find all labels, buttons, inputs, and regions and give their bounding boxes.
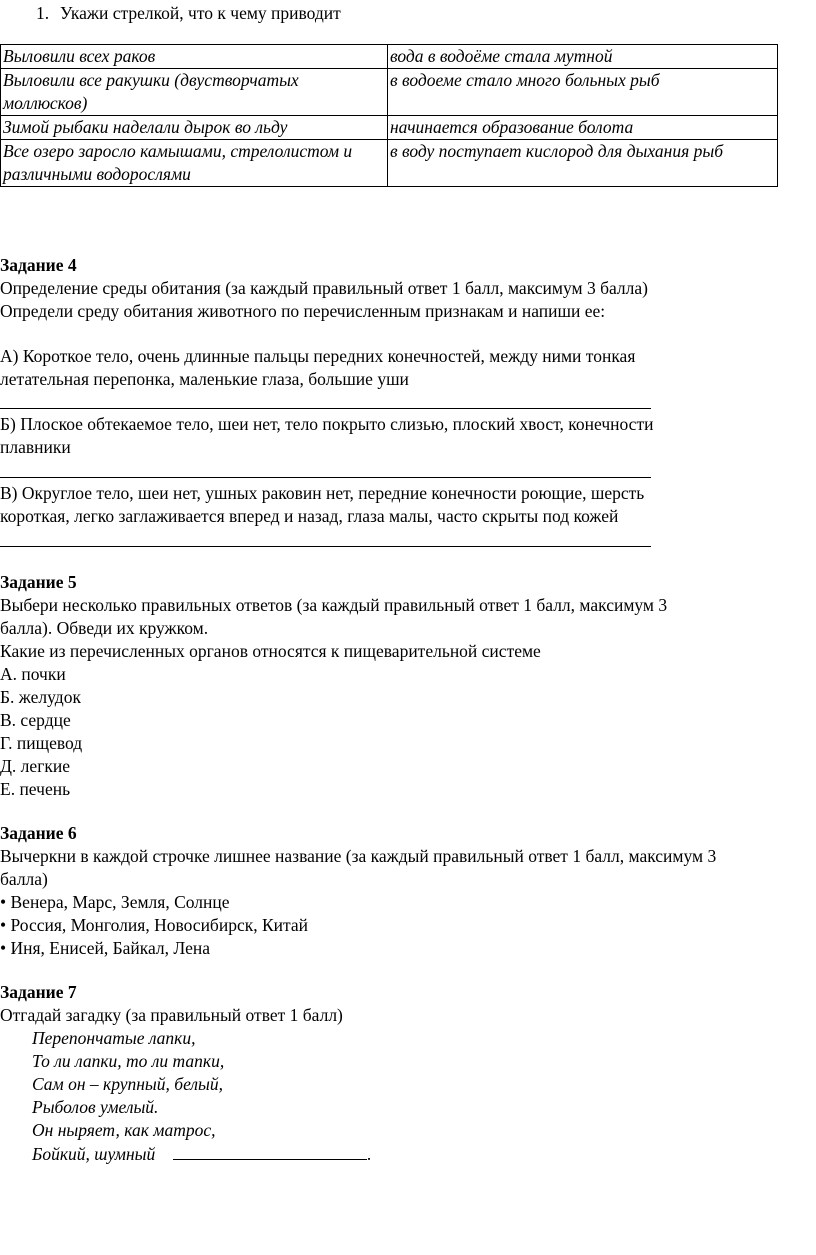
task5-section [0,571,816,801]
task4-item-a-line2: летательная перепонка, маленькие глаза, большие уши [0,369,409,389]
riddle-line: Перепончатые лапки, [32,1028,196,1048]
task6-description-line1: Вычеркни в каждой строчке лишнее название (за каждый правильный ответ 1 балл, максимум 3 [0,846,717,866]
task5-description-line1: Выбери несколько правильных ответов (за каждый правильный ответ 1 балл, максимум 3 [0,595,668,615]
task4-item-a-line1: А) Короткое тело, очень длинные пальцы передних конечностей, между ними тонкая [0,346,636,366]
riddle-line: Рыболов умелый. [32,1097,159,1117]
riddle-line: Сам он – крупный, белый, [32,1074,224,1094]
cause-cell: Все озеро заросло камышами, стрелолистом и различными водорослями [1,140,388,187]
cause-cell: Зимой рыбаки наделали дырок во льду [1,116,388,140]
option-e[interactable]: Д. легкие [0,756,70,776]
answer-line-c[interactable] [0,546,651,547]
task4-item-c [0,482,816,528]
task6-item[interactable]: • Иня, Енисей, Байкал, Лена [0,938,211,958]
task5-question: Какие из перечисленных органов относятся к пищеварительной системе [0,641,541,661]
table-row [1,116,778,140]
table-row [1,140,778,187]
task4-heading: Задание 4 [0,255,77,275]
task1-instruction-text: Укажи стрелкой, что к чему приводит [60,3,341,23]
task4-section [0,254,816,323]
option-f[interactable]: Е. печень [0,779,71,799]
riddle-line: То ли лапки, то ли тапки, [32,1051,225,1071]
task1-number: 1. [36,3,50,23]
option-d[interactable]: Г. пищевод [0,733,83,753]
cause-cell: Выловили всех раков [1,45,388,69]
task4-item-c-line2: короткая, легко заглаживается вперед и назад, глаза малы, часто скрыты под кожей [0,506,619,526]
task4-item-b-line2: плавники [0,437,71,457]
task4-instruction: Определи среду обитания животного по перечисленным признакам и напиши ее: [0,301,606,321]
matching-table [0,44,778,187]
option-c[interactable]: В. сердце [0,710,71,730]
effect-cell: начинается образование болота [388,116,778,140]
task4-description: Определение среды обитания (за каждый правильный ответ 1 балл, максимум 3 балла) [0,278,648,298]
task6-item[interactable]: • Россия, Монголия, Новосибирск, Китай [0,915,309,935]
effect-cell: вода в водоёме стала мутной [388,45,778,69]
option-b[interactable]: Б. желудок [0,687,81,707]
riddle-last-text: Бойкий, шумный [32,1144,156,1164]
option-a[interactable]: А. почки [0,664,66,684]
task4-item-b [0,413,816,459]
task4-item-a [0,345,816,391]
answer-line-b[interactable] [0,477,651,478]
riddle-last-line [0,1142,816,1166]
task5-heading: Задание 5 [0,572,77,592]
riddle-line: Он ныряет, как матрос, [32,1120,216,1140]
cause-cell: Выловили все ракушки (двустворчатых моллюсков) [1,69,388,116]
task7-section [0,981,816,1166]
task6-item[interactable]: • Венера, Марс, Земля, Солнце [0,892,230,912]
effect-cell: в водоеме стало много больных рыб [388,69,778,116]
answer-line-a[interactable] [0,408,651,409]
task6-section [0,822,816,960]
task6-heading: Задание 6 [0,823,77,843]
task4-item-c-line1: В) Округлое тело, шеи нет, ушных раковин нет, передние конечности роющие, шерсть [0,483,645,503]
task7-heading: Задание 7 [0,982,77,1002]
task1-instruction [36,2,341,25]
task7-description: Отгадай загадку (за правильный ответ 1 балл) [0,1005,343,1025]
task5-description-line2: балла). Обведи их кружком. [0,618,209,638]
table-row [1,69,778,116]
task6-description-line2: балла) [0,869,48,889]
effect-cell: в воду поступает кислород для дыхания рыб [388,140,778,187]
riddle-answer-blank[interactable] [173,1142,367,1160]
riddle-end-mark: . [367,1144,372,1164]
task4-item-b-line1: Б) Плоское обтекаемое тело, шеи нет, тело покрыто слизью, плоский хвост, конечности [0,414,654,434]
table-row [1,45,778,69]
